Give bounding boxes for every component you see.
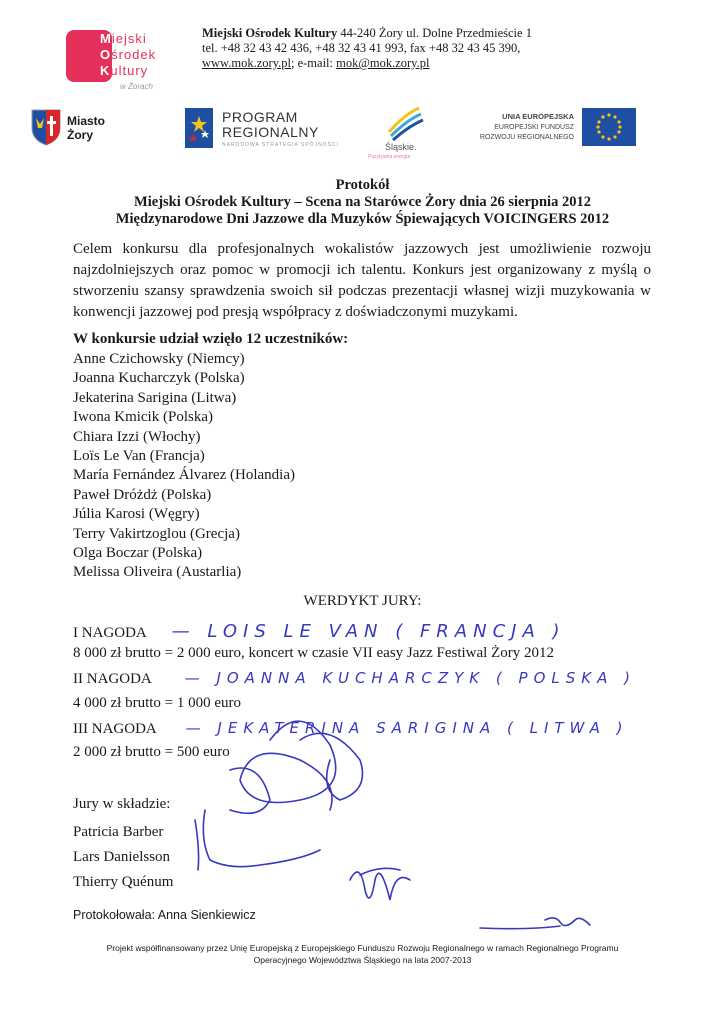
jury-list: [73, 820, 173, 895]
participants-heading: W konkursie udział wzięło 12 uczestników:: [73, 331, 349, 347]
org-address: 44-240 Żory ul. Dolne Przedmieście 1: [340, 26, 532, 40]
mok-logo: [62, 18, 180, 94]
slaskie-label: Śląskie.: [385, 142, 417, 152]
event-title: Miejski Ośrodek Kultury – Scena na Starówce Żory dnia 26 sierpnia 2012: [134, 194, 591, 210]
participant: Paweł Dróżdż (Polska): [73, 486, 212, 503]
handwritten-winner: — LOIS LE VAN ( FRANCJA ): [171, 621, 566, 642]
participant: Terry Vakirtzoglou (Grecja): [73, 525, 240, 542]
logo-letter-rest: ultury: [110, 63, 149, 78]
program-subtitle: NARODOWA STRATEGIA SPÓJNOŚCI: [222, 142, 339, 148]
intro-paragraph: Celem konkursu dla profesjonalnych wokalistów jazzowych jest umożliwienie rozwoju najzdolniejszych oraz pomoc w promocji ich talentu. Konkurs jest organizowany z myślą o stworzeniu szansy sprawdzenia swoich sił podczas prezentacji własnej wizji muzykowania w konwencji jazzowej pod presją współpracy z doświadczonymi muzykami.: [73, 241, 651, 320]
slaskie-subtitle: Pozytywna energia: [368, 154, 411, 160]
ue-fund-label-2: ROZWOJU REGIONALNEGO: [479, 134, 574, 141]
org-name: Miejski Ośrodek Kultury: [202, 26, 338, 40]
email-link[interactable]: mok@mok.zory.pl: [336, 56, 430, 70]
participant: Anne Czichowsky (Niemcy): [73, 351, 245, 367]
award-1: [73, 621, 566, 642]
award-3: [73, 719, 629, 738]
email-label: ; e-mail:: [291, 56, 337, 70]
participant: Jekaterina Sarigina (Litwa): [73, 389, 237, 406]
zory-label: Żory: [67, 128, 94, 142]
star-icon: [185, 108, 213, 148]
recorder-line: Protokołowała: Anna Sienkiewicz: [73, 908, 256, 922]
award-3-prize: 2 000 zł brutto = 500 euro: [73, 744, 230, 760]
regionalny-label: REGIONALNY: [222, 124, 319, 140]
footer-line-2: Operacyjnego Województwa Śląskiego na lata 2007-2013: [253, 955, 472, 965]
header-contact: [202, 26, 532, 71]
footer: [0, 942, 725, 966]
logo-letter: M: [100, 31, 112, 46]
award-1-prize: 8 000 zł brutto = 2 000 euro, koncert w czasie VII easy Jazz Festiwal Żory 2012: [73, 645, 554, 661]
verdict-heading: WERDYKT JURY:: [303, 593, 422, 609]
participant: Iwona Kmicik (Polska): [73, 409, 213, 426]
participant: Chiara Izzi (Włochy): [73, 428, 201, 445]
participant: Joanna Kucharczyk (Polska): [73, 370, 245, 387]
jury-member: Thierry Quénum: [73, 874, 174, 890]
zory-coat-of-arms-icon: [30, 108, 62, 146]
footer-line-1: Projekt współfinansowany przez Unię Europejską z Europejskiego Funduszu Rozwoju Regionalnego w ramach Regionalnego Programu: [106, 943, 619, 953]
logo-letter-rest: środek: [111, 47, 157, 62]
miasto-label: Miasto: [67, 114, 106, 128]
participant: Júlia Karosi (Węgry): [73, 506, 200, 523]
org-phones: tel. +48 32 43 42 436, +48 32 43 41 993, fax +48 32 43 45 390,: [202, 41, 521, 55]
logo-letter: K: [100, 63, 111, 78]
eu-flag-icon: [582, 108, 636, 146]
logo-subtitle: w Żorach: [120, 82, 153, 91]
logo-letter-rest: iejski: [111, 31, 147, 46]
jury-member: Patricia Barber: [73, 824, 164, 840]
participants-list: [73, 350, 295, 583]
jury-heading: Jury w składzie:: [73, 796, 171, 812]
website-link[interactable]: www.mok.zory.pl: [202, 56, 291, 70]
award-label: I NAGODA: [73, 625, 146, 641]
ue-label: UNIA EUROPEJSKA: [502, 112, 574, 121]
document-title: Protokół: [335, 177, 390, 193]
logo-letter: O: [100, 47, 112, 62]
award-label: II NAGODA: [73, 671, 151, 687]
award-label: III NAGODA: [73, 721, 156, 737]
participant: Melissa Oliveira (Austarlia): [73, 564, 242, 581]
festival-title: Międzynarodowe Dni Jazzowe dla Muzyków Śpiewających VOICINGERS 2012: [115, 211, 610, 227]
sponsor-logos: [30, 104, 670, 160]
handwritten-winner: — JOANNA KUCHARCZYK ( POLSKA ): [184, 669, 636, 687]
participant: Loïs Le Van (Francja): [73, 448, 205, 465]
award-2-prize: 4 000 zł brutto = 1 000 euro: [73, 695, 242, 711]
handwritten-winner: — JEKATERINA SARIGINA ( LITWA ): [185, 719, 629, 737]
award-2: [73, 669, 636, 688]
program-label: PROGRAM: [222, 109, 298, 125]
participant: María Fernández Álvarez (Holandia): [73, 467, 295, 484]
program-regionalny-logo: [185, 108, 213, 148]
jury-member: Lars Danielsson: [73, 849, 171, 865]
participant: Olga Boczar (Polska): [73, 545, 203, 562]
ue-fund-label: EUROPEJSKI FUNDUSZ: [494, 124, 574, 131]
